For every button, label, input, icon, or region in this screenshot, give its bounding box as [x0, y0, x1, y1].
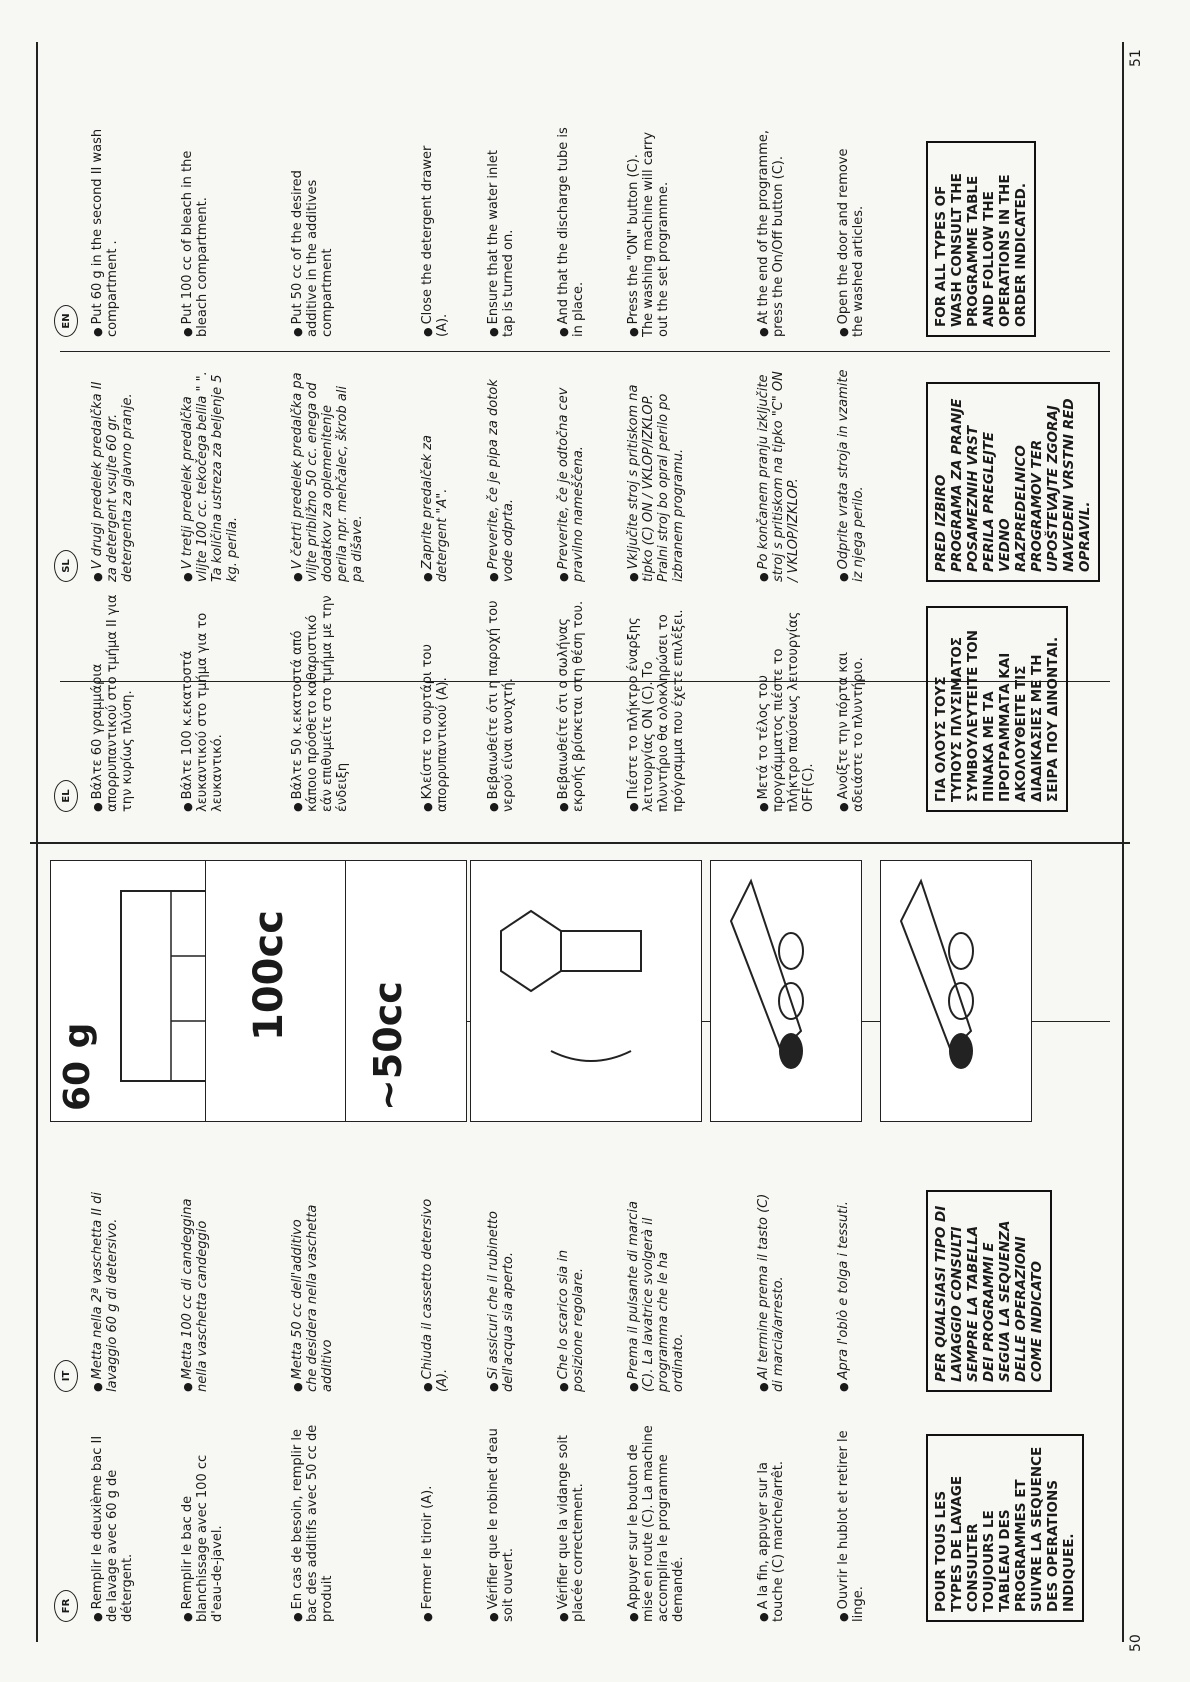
bleach-amount-label: 100cc	[246, 910, 292, 1041]
step-6: ● Preverite, če je odtočna cev pravilno nameščena.	[556, 367, 586, 582]
step-9: ● Odprite vrata stroja in vzamite iz njega perilo.	[836, 367, 866, 582]
language-badge-it: IT	[54, 1360, 78, 1392]
column-divider	[60, 351, 1110, 352]
step-4: ● Fermer le tiroir (A).	[420, 1422, 435, 1622]
step-3: ● En cas de besoin, remplir le bac des additifs avec 50 cc de produit	[290, 1422, 335, 1622]
step-7: ● Prema il pulsante di marcia (C). La lavatrice svolgerà il programma che le ha ordinato.	[626, 1192, 686, 1392]
step-6: ● And that the discharge tube is in place.	[556, 127, 586, 337]
step-2: ● V tretji predelek predalčka vlijte 100 cc. tekočega belila " ". Ta količina ustreza za beljenje 5 kg. perila.	[180, 367, 240, 582]
program-table-note: ΓΙΑ ΟΛΟΥΣ ΤΟΥΣ ΤΥΠΟΥΣ ΠΛΥΣΙΜΑΤΟΣ ΣΥΜΒΟΥΛΕΥΤΕΙΤΕ ΤΟΝ ΠΙΝΑΚΑ ΜΕ ΤΑ ΠΡΟΓΡΑΜΜΑΤΑ ΚΑΙ ΑΚΟΛΟΥΘΕΙΤΕ ΤΙΣ ΔΙΑΔΙΚΑΣΙΕΣ ΜΕ ΤΗ ΣΕΙΡΑ ΠΟΥ ΔΙΝΟΝΤΑΙ.	[926, 606, 1068, 812]
language-badge-en: EN	[54, 305, 78, 337]
bleach-illustration	[205, 860, 347, 1122]
program-table-note: PER QUALSIASI TIPO DI LAVAGGIO CONSULTI SEMPRE LA TABELLA DEI PROGRAMMI E SEGUA LA SEQUENZA DELLE OPERAZIONI COME INDICATO	[926, 1190, 1052, 1392]
step-9: ● Open the door and remove the washed articles.	[836, 127, 866, 337]
step-7: ● Vključite stroj s pritiskom na tipko (C) ON / VKLOP/IZKLOP. Pralni stroj bo opral perilo po izbranem programu.	[626, 367, 686, 582]
step-3: ● Put 50 cc of the desired additive in the additives compartment	[290, 127, 335, 337]
step-2: ● Put 100 cc of bleach in the bleach compartment.	[180, 127, 210, 337]
start-button-illustration	[710, 860, 862, 1122]
step-2: ● Βάλτε 100 κ.εκατοστά λευκαντικού στο τμήμα για το λευκαντικό.	[180, 592, 225, 812]
step-6: ● Vérifier que la vidange soit placée correctement.	[556, 1422, 586, 1622]
step-8: ● Al termine prema il tasto (C) di marcia/arresto.	[756, 1192, 786, 1392]
page-number-left: 50	[1128, 1634, 1144, 1652]
step-4: ● Zaprite predalček za detergent "A".	[420, 367, 450, 582]
additive-illustration	[345, 860, 467, 1122]
pointing-hand-icon	[881, 861, 1031, 1121]
step-6: ● Βεβαιωθείτε ότι ο σωλήνας εκροής βρίσκεται στη θέση του.	[556, 592, 586, 812]
step-3: ● V četrti predelek predalčka pa vlijte približno 50 cc. enega od dodatkov za oplemenitenje perila npr. mehčalec, škrob ali pa dišave.	[290, 367, 365, 582]
step-1: ● Βάλτε 60 γραμμάρια απορρυπαντικού στο τμήμα ΙΙ για την κυρίως πλύση.	[90, 592, 135, 812]
step-1: ● Put 60 g in the second II wash compartment .	[90, 127, 120, 337]
step-4: ● Close the detergent drawer (A).	[420, 127, 450, 337]
program-table-note: PRED IZBIRO PROGRAMA ZA PRANJE POSAMEZNIH VRST PERILA PREGLEJTE VEDNO RAZPREDELNICO PROGRAMOV TER UPOŠTEVAJTE ZGORAJ NAVEDENI VRSTNI RED OPRAVIL.	[926, 382, 1100, 582]
page-number-right: 51	[1128, 49, 1144, 67]
center-fold	[30, 842, 1130, 844]
step-3: ● Metta 50 cc dell'additivo che desidera nella vaschetta additivo	[290, 1192, 335, 1392]
program-table-note: FOR ALL TYPES OF WASH CONSULT THE PROGRAMME TABLE AND FOLLOW THE OPERATIONS IN THE ORDER INDICATED.	[926, 141, 1036, 337]
step-4: ● Κλείστε το συρτάρι του απορρυπαντικού (Α).	[420, 592, 450, 812]
water-tap-illustration	[470, 860, 702, 1122]
language-badge-el: EL	[54, 780, 78, 812]
pointing-hand-icon	[711, 861, 861, 1121]
step-6: ● Che lo scarico sia in posizione regolare.	[556, 1192, 586, 1392]
step-5: ● Βεβαιωθείτε ότι η παροχή του νερού είναι ανοιχτή.	[486, 592, 516, 812]
step-8: ● At the end of the programme, press the On/Off button (C).	[756, 127, 786, 337]
language-badge-fr: FR	[54, 1590, 78, 1622]
step-8: ● A la fin, appuyer sur la touche (C) marche/arrêt.	[756, 1422, 786, 1622]
step-9: ● Ανοίξτε την πόρτα και αδειάστε το πλυντήριο.	[836, 592, 866, 812]
detergent-amount-label: 60 g	[57, 1022, 98, 1111]
step-4: ● Chiuda il cassetto detersivo (A).	[420, 1192, 450, 1392]
step-2: ● Metta 100 cc di candeggina nella vaschetta candeggio	[180, 1192, 210, 1392]
step-3: ● Βάλτε 50 κ.εκατοστά από κάποιο πρόσθετο καθαριστικό εάν επιθυμείτε στο τμήμα με την ένδειξη	[290, 592, 350, 812]
step-7: ● Appuyer sur le bouton de mise en route (C). La machine accomplira le programme demandé.	[626, 1422, 686, 1622]
additive-amount-label: ~50cc	[366, 981, 410, 1111]
water-tap-icon	[471, 861, 701, 1121]
step-8: ● Μετά το τέλος του προγράμματος πιέστε το πλήκτρο παύσεως λειτουργίας OFF(C).	[756, 592, 816, 812]
language-badge-sl: SL	[54, 550, 78, 582]
step-5: ● Si assicuri che il rubinetto dell'acqua sia aperto.	[486, 1192, 516, 1392]
step-5: ● Ensure that the water inlet tap is turned on.	[486, 127, 516, 337]
step-1: ● V drugi predelek predalčka II za detergent vsujte 60 gr. detergenta za glavno pranje.	[90, 367, 135, 582]
program-table-note: POUR TOUS LES TYPES DE LAVAGE CONSULTER TOUJOURS LE TABLEAU DES PROGRAMMES ET SUIVRE LA SEQUENCE DES OPERATIONS INDIQUEE.	[926, 1434, 1084, 1622]
step-5: ● Vérifier que le robinet d'eau soit ouvert.	[486, 1422, 516, 1622]
step-7: ● Πιέστε το πλήκτρο έναρξης λειτουργίας ON (C). Το πλυντήριο θα ολοκληρώσει το πρόγραμμα που έχετε επιλέξει.	[626, 592, 686, 812]
step-7: ● Press the "ON" button (C). The washing machine will carry out the set programme.	[626, 127, 671, 337]
step-1: ● Metta nella 2ª vaschetta II di lavaggio 60 g di detersivo.	[90, 1192, 120, 1392]
step-1: ● Remplir le deuxième bac II de lavage avec 60 g de détergent.	[90, 1422, 135, 1622]
step-5: ● Preverite, če je pipa za dotok vode odprta.	[486, 367, 516, 582]
step-9: ● Apra l'oblò e tolga i tessuti.	[836, 1192, 851, 1392]
step-8: ● Po končanem pranju izključite stroj s pritiskom na tipko "C" ON / VKLOP/IZKLOP.	[756, 367, 801, 582]
step-9: ● Ouvrir le hublot et retirer le linge.	[836, 1422, 866, 1622]
stop-button-illustration	[880, 860, 1032, 1122]
step-2: ● Remplir le bac de blanchissage avec 100 cc d'eau-de-javel.	[180, 1422, 225, 1622]
